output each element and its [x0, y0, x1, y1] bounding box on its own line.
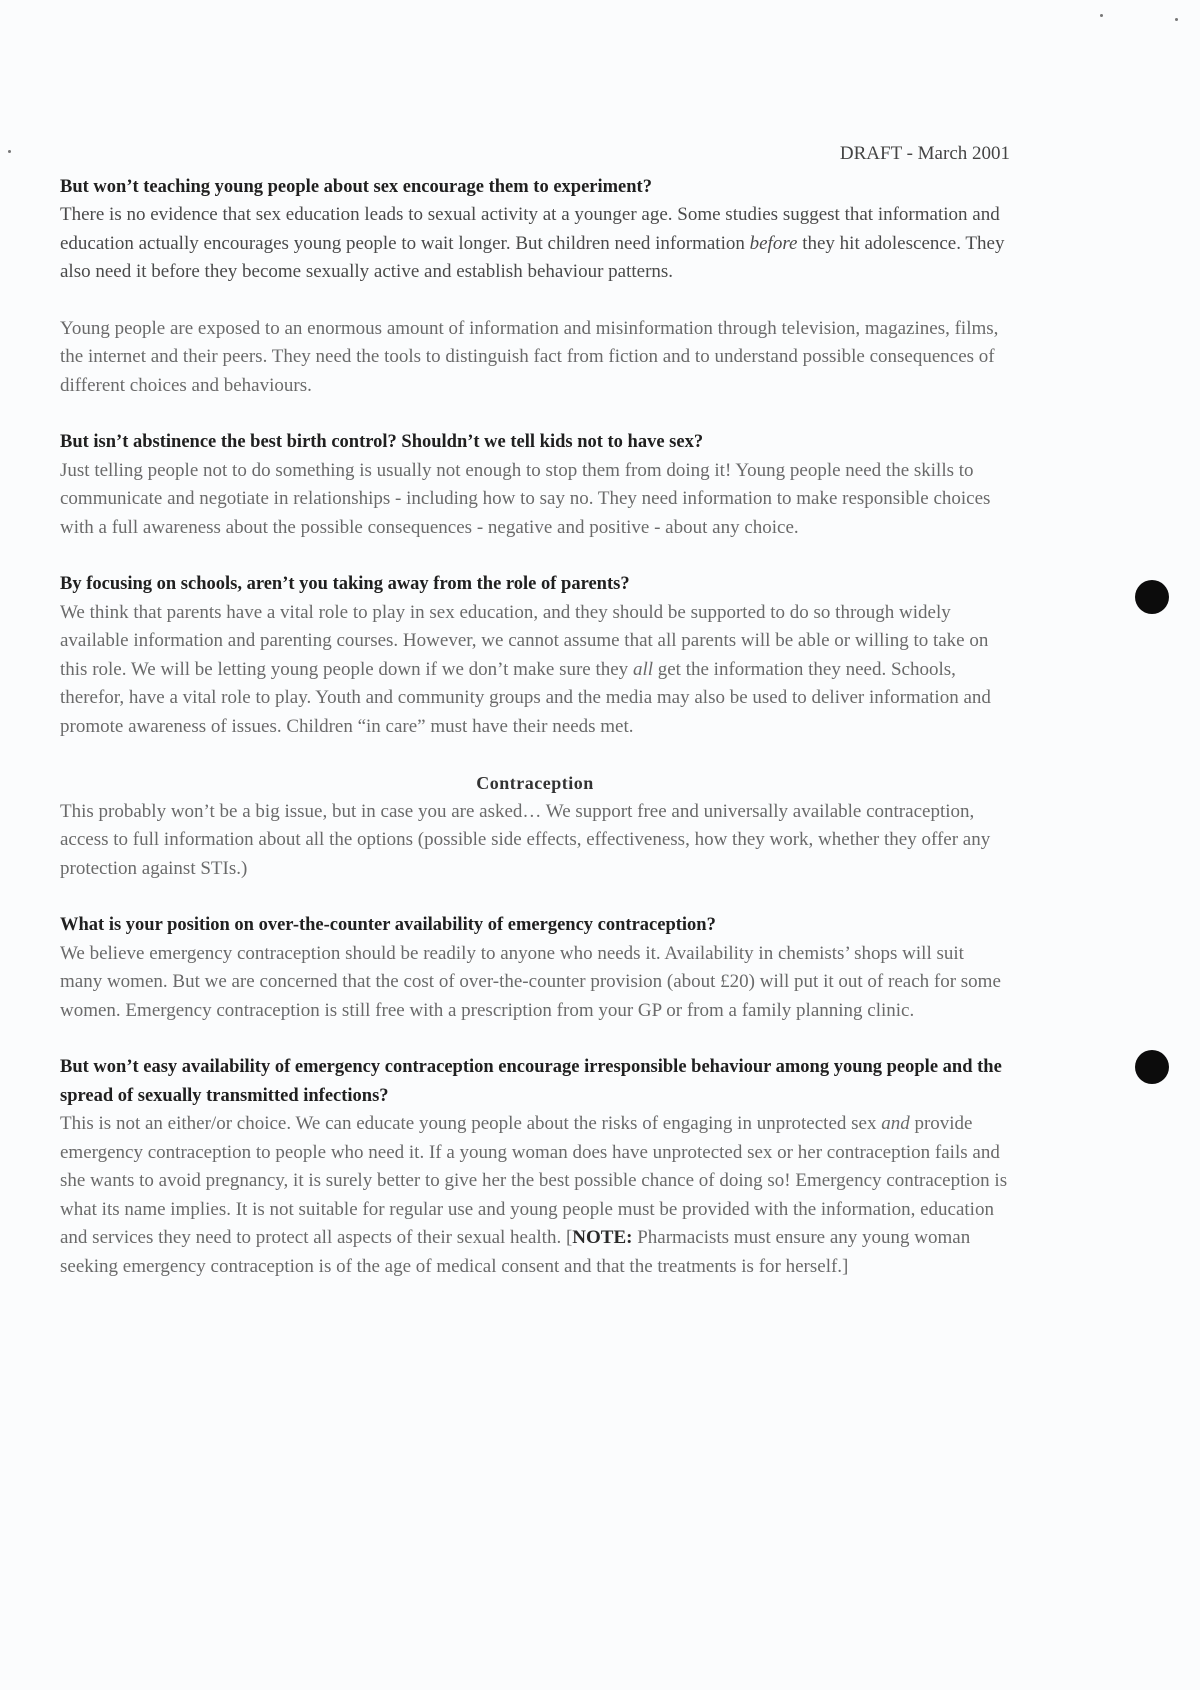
section-heading-contraception: Contraception — [476, 773, 594, 793]
draft-date-label: DRAFT - March 2001 — [839, 143, 1010, 164]
punch-hole-top — [1135, 580, 1169, 614]
answer-paragraph: Just telling people not to do something is usually not enough to stop them from doing it! Young people need the skills to communicate and negotiate in relationships - including how to say no. They need information to make responsible choices with a full awareness about the possible consequences - negative and positive - about any choice. — [60, 459, 991, 538]
document-page — [60, 140, 1010, 1281]
question-heading: But won’t easy availability of emergency contraception encourage irresponsible behaviour among young people and the spread of sexually transmitted infections? — [60, 1057, 1002, 1106]
question-heading: By focusing on schools, aren’t you taking away from the role of parents? — [60, 574, 630, 594]
question-heading: But won’t teaching young people about sex encourage them to experiment? — [60, 176, 652, 197]
answer-paragraph: Young people are exposed to an enormous amount of information and misinformation through television, magazines, films, the internet and their peers. They need the tools to distinguish fact from fiction and to understand possible consequences of different choices and behaviours. — [60, 317, 999, 396]
scan-speck — [8, 150, 11, 153]
question-heading: What is your position on over-the-counter availability of emergency contraception? — [60, 915, 716, 935]
answer-paragraph: There is no evidence that sex education leads to sexual activity at a younger age. Some studies suggest that information and education actually encourages young people to wait longer. But children need information before they hit adolescence. They also need it before they become sexually active and establish behaviour patterns. — [60, 204, 1005, 282]
answer-paragraph: This is not an either/or choice. We can educate young people about the risks of engaging in unprotected sex and provide emergency contraception to people who need it. If a young woman does have unprotected sex or her contraception fails and she wants to avoid pregnancy, it is surely better to give her the best possible chance of doing so! Emergency contraception is what its name implies. It is not suitable for regular use and young people must be provided with the information, education and services they need to protect all aspects of their sexual health. [NOTE: Pharmacists must ensure any young woman seeking emergency contraception is of the age of medical consent and that the treatments is for herself.] — [60, 1113, 1008, 1277]
answer-paragraph: We think that parents have a vital role to play in sex education, and they should be supported to do so through widely available information and parenting courses. However, we cannot assume that all parents will be able or willing to take on this role. We will be letting young people down if we don’t make sure they all get the information they need. Schools, therefor, have a vital role to play. Youth and community groups and the media may also be used to deliver information and promote awareness of issues. Children “in care” must have their needs met. — [60, 601, 991, 737]
question-heading: But isn’t abstinence the best birth control? Shouldn’t we tell kids not to have sex? — [60, 432, 704, 452]
scan-speck — [1175, 18, 1178, 21]
punch-hole-bottom — [1135, 1050, 1169, 1084]
answer-paragraph: We believe emergency contraception should be readily to anyone who needs it. Availability in chemists’ shops will suit many women. But we are concerned that the cost of over-the-counter provision (about £20) will put it out of reach for some women. Emergency contraception is still free with a prescription from your GP or from a family planning clinic. — [60, 942, 1001, 1021]
scan-speck — [1100, 14, 1103, 17]
answer-paragraph: This probably won’t be a big issue, but in case you are asked… We support free and universally available contraception, access to full information about all the options (possible side effects, effectiveness, how they work, whether they offer any protection against STIs.) — [60, 800, 991, 879]
